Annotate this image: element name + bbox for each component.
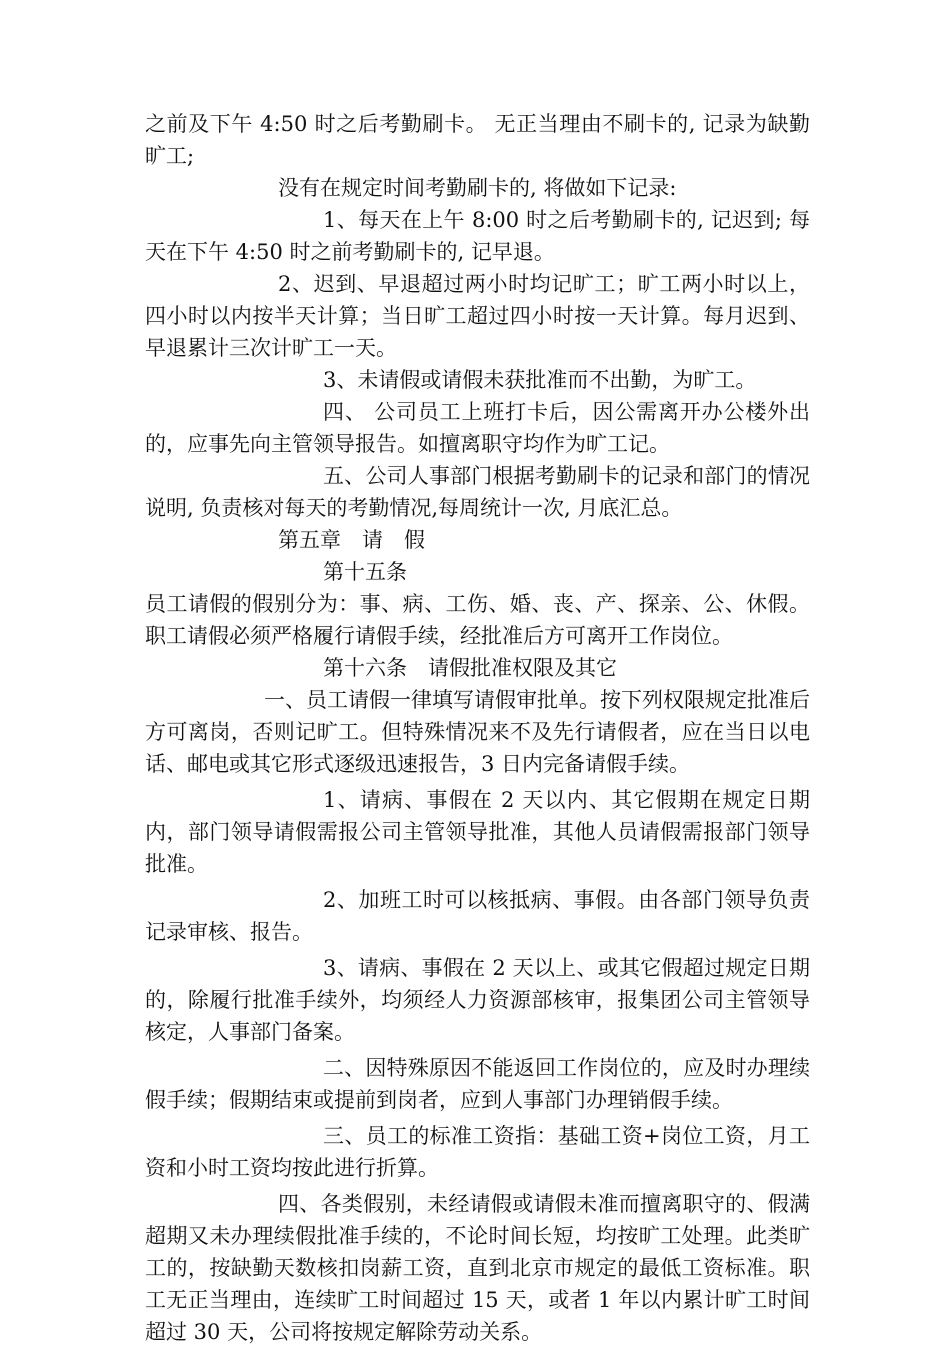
paragraph-rule-1: 1、每天在上午 8:00 时之后考勤刷卡的, 记迟到; 每天在下午 4:50 时之前考勤刷卡的, 记早退。: [145, 208, 810, 264]
paragraph-leave-sub-2: 2、加班工时可以核抵病、事假。由各部门领导负责记录审核、报告。: [145, 888, 810, 944]
paragraph-leave-sub-3: 3、请病、事假在 2 天以上、或其它假超过规定日期的，除履行批准手续外，均须经人力资源部核审，报集团公司主管领导核定，人事部门备案。: [145, 956, 810, 1044]
document-body: [145, 108, 810, 1348]
paragraph-rule-3: 3、未请假或请假未获批准而不出勤，为旷工。: [323, 368, 757, 392]
paragraph-leave-types: 员工请假的假别分为：事、病、工伤、婚、丧、产、探亲、公、休假。职工请假必须严格履行请假手续，经批准后方可离开工作岗位。: [145, 592, 810, 648]
paragraph-leave-sub-1: 1、请病、事假在 2 天以内、其它假期在规定日期内，部门领导请假需报公司主管领导批准，其他人员请假需报部门领导批准。: [145, 788, 810, 876]
paragraph-continuation: 之前及下午 4:50 时之后考勤刷卡。 无正当理由不刷卡的, 记录为缺勤旷工;: [145, 112, 810, 168]
paragraph-item-4: 四、 公司员工上班打卡后，因公需离开办公楼外出的，应事先向主管领导报告。如擅离职守均作为旷工记。: [145, 400, 810, 456]
paragraph-leave-item-4: 四、各类假别，未经请假或请假未准而擅离职守的、假满超期又未办理续假批准手续的，不论时间长短，均按旷工处理。此类旷工的，按缺勤天数核扣岗薪工资，直到北京市规定的最低工资标准。职工无正当理由，连续旷工时间超过 15 天，或者 1 年以内累计旷工时间超过 30 天，公司将按规定解除劳动关系。: [145, 1192, 810, 1344]
paragraph-leave-item-3: 三、员工的标准工资指：基础工资+岗位工资，月工资和小时工资均按此进行折算。: [145, 1124, 810, 1180]
paragraph-record-intro: 没有在规定时间考勤刷卡的, 将做如下记录:: [278, 176, 677, 200]
article-15-heading: 第十五条: [323, 560, 407, 584]
article-16-heading: 第十六条 请假批准权限及其它: [323, 656, 617, 680]
chapter-heading: 第五章 请 假: [278, 528, 425, 552]
paragraph-leave-item-1: 一、员工请假一律填写请假审批单。按下列权限规定批准后方可离岗，否则记旷工。但特殊情况来不及先行请假者，应在当日以电话、邮电或其它形式逐级迅速报告，3 日内完备请假手续。: [145, 688, 810, 776]
paragraph-item-5: 五、公司人事部门根据考勤刷卡的记录和部门的情况说明, 负责核对每天的考勤情况,每周统计一次, 月底汇总。: [145, 464, 810, 520]
paragraph-rule-2: 2、迟到、早退超过两小时均记旷工；旷工两小时以上，四小时以内按半天计算；当日旷工超过四小时按一天计算。每月迟到、早退累计三次计旷工一天。: [145, 272, 810, 360]
paragraph-leave-item-2: 二、因特殊原因不能返回工作岗位的，应及时办理续假手续；假期结束或提前到岗者，应到人事部门办理销假手续。: [145, 1056, 810, 1112]
